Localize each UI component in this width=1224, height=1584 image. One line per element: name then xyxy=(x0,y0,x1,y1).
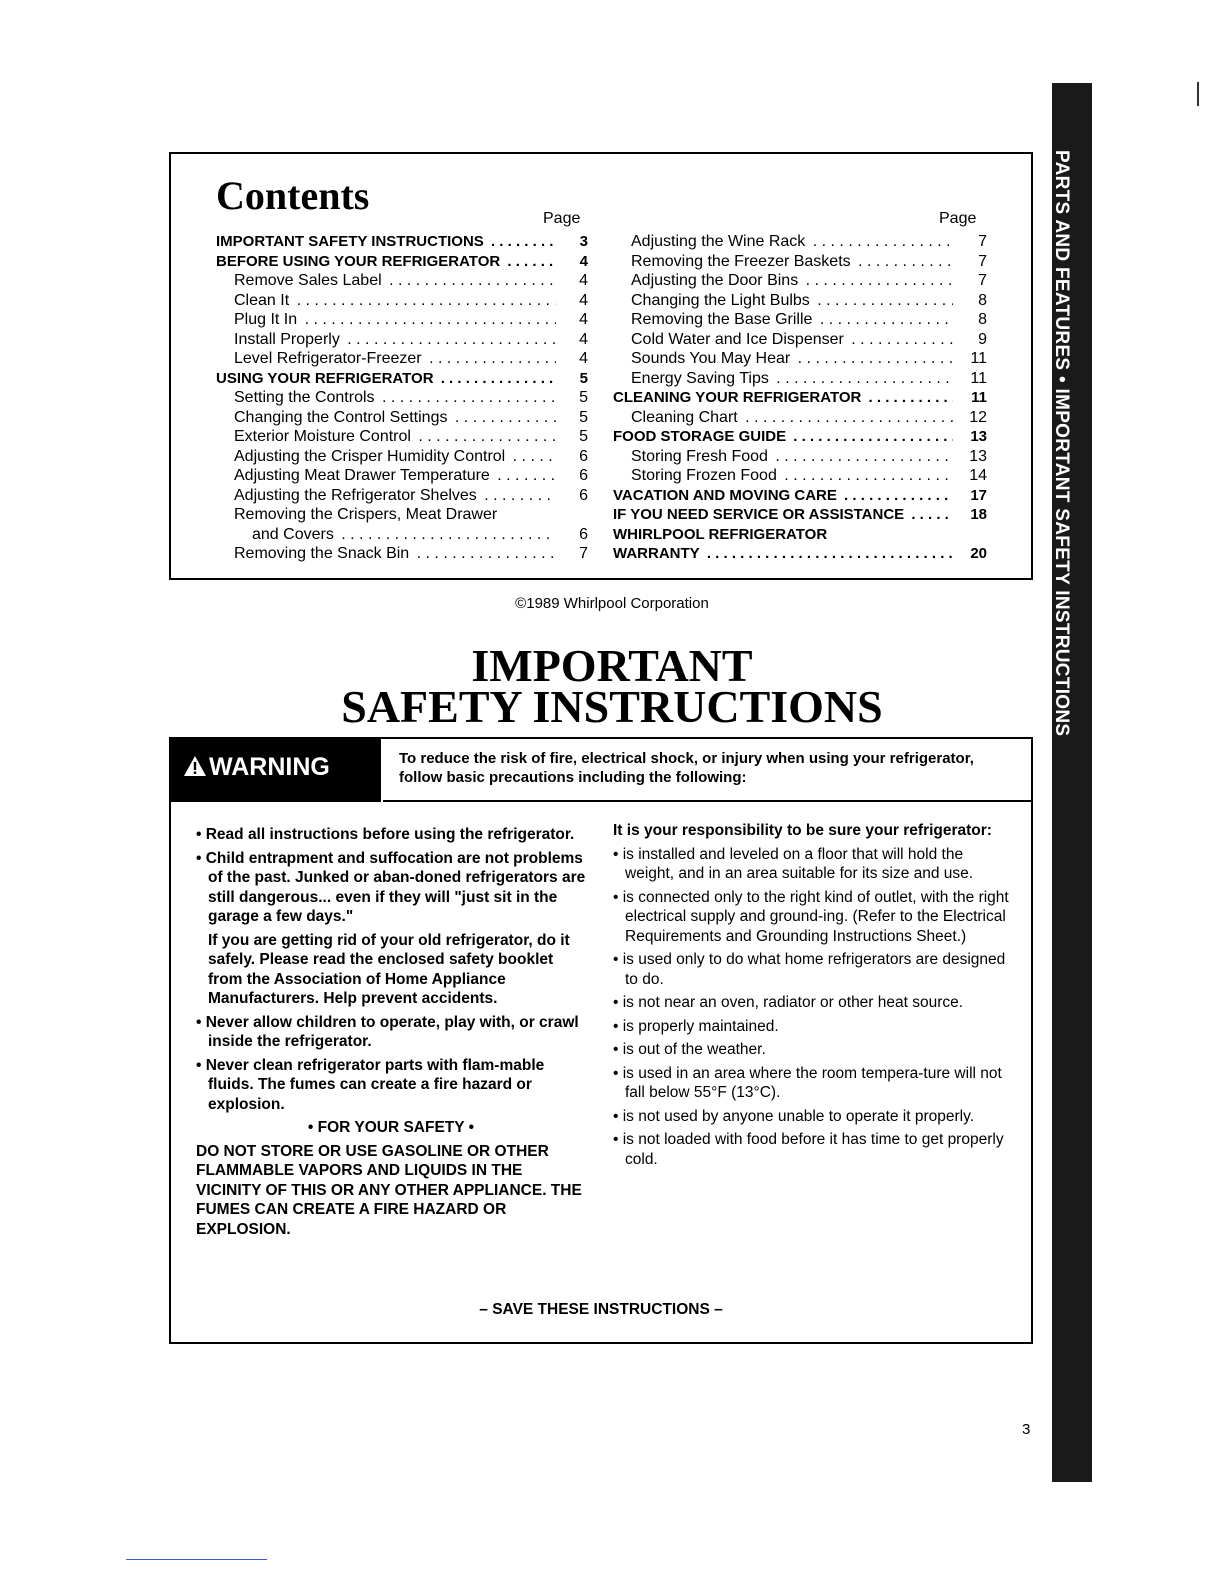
toc-entry-label: Plug It In xyxy=(234,311,300,328)
warning-right-column xyxy=(613,821,1013,1173)
toc-entry-page: 4 xyxy=(579,252,588,270)
toc-entry-label: Clean It xyxy=(234,292,292,309)
toc-entry-page: 7 xyxy=(978,233,987,250)
warning-disposal-paragraph: If you are getting rid of your old refrigerator, do it safely. Please read the enclosed safety booklet from the Association of Home Appliance Manufacturers. Help prevent accidents. xyxy=(208,931,570,1007)
toc-entry-page: 14 xyxy=(969,467,987,484)
page-column-header-right: Page xyxy=(939,210,977,227)
toc-entry-label: Storing Fresh Food xyxy=(631,448,771,465)
toc-entry-label: BEFORE USING YOUR REFRIGERATOR xyxy=(216,253,503,270)
toc-entry xyxy=(216,505,588,525)
toc-entry-page: 4 xyxy=(579,311,588,328)
toc-entry xyxy=(613,408,987,428)
toc-entry-page: 6 xyxy=(579,447,588,465)
toc-entry-label: Adjusting the Door Bins xyxy=(631,272,801,289)
toc-entry-page: 7 xyxy=(978,252,987,270)
for-your-safety-heading: • FOR YOUR SAFETY • xyxy=(307,1119,475,1136)
warning-intro-text: To reduce the risk of fire, electrical shock, or injury when using your refrigerator, follow basic precautions including the following: xyxy=(399,750,974,786)
toc-entry-page: 4 xyxy=(579,291,588,309)
page-column-header-left: Page xyxy=(543,210,581,227)
toc-entry-page: 5 xyxy=(579,408,588,426)
toc-entry-label: IMPORTANT SAFETY INSTRUCTIONS xyxy=(216,233,487,250)
toc-entry xyxy=(613,310,987,330)
responsibility-item: • is used in an area where the room tempera-ture will not fall below 55°F (13°C). xyxy=(613,1064,1002,1101)
responsibility-item: • is connected only to the right kind of outlet, with the right electrical supply and ground-ing. (Refer to the Electrical Requirements and Grounding Instructions Sheet.) xyxy=(613,888,1009,945)
toc-entry xyxy=(216,427,588,447)
responsibility-item: • is properly maintained. xyxy=(613,1017,779,1035)
toc-entry xyxy=(216,544,588,564)
page-heading-line-2: SAFETY INSTRUCTIONS xyxy=(341,681,883,732)
toc-entry-page: 11 xyxy=(970,369,987,387)
warning-item-children: • Never allow children to operate, play with, or crawl inside the refrigerator. xyxy=(196,1013,579,1050)
toc-entry-label: Adjusting the Crisper Humidity Control xyxy=(234,448,508,465)
toc-entry xyxy=(216,271,588,291)
toc-entry xyxy=(216,252,588,272)
warning-item-child-entrapment: • Child entrapment and suffocation are not problems of the past. Junked or aban-doned refrigerators are still dangerous... even if they will "just sit in the garage a few days." xyxy=(196,849,586,925)
toc-entry-page: 4 xyxy=(579,330,588,348)
toc-entry xyxy=(216,525,588,545)
warning-item-flammable: • Never clean refrigerator parts with flam-mable fluids. The fumes can create a fire hazard or explosion. xyxy=(196,1056,545,1113)
toc-entry xyxy=(216,291,588,311)
toc-entry xyxy=(216,349,588,369)
toc-entry-label: Exterior Moisture Control xyxy=(234,428,414,445)
toc-entry-label: Adjusting the Refrigerator Shelves xyxy=(234,487,480,504)
toc-entry-label: Remove Sales Label xyxy=(234,272,385,289)
contents-title: Contents xyxy=(216,173,370,218)
toc-entry-page: 7 xyxy=(579,545,588,562)
save-instructions: – SAVE THESE INSTRUCTIONS – xyxy=(479,1301,723,1318)
toc-entry-label: USING YOUR REFRIGERATOR xyxy=(216,370,437,387)
toc-entry xyxy=(613,505,987,525)
toc-entry xyxy=(216,388,588,408)
toc-entry xyxy=(613,486,987,506)
for-your-safety-text: DO NOT STORE OR USE GASOLINE OR OTHER FLAMMABLE VAPORS AND LIQUIDS IN THE VICINITY OF THIS OR ANY OTHER APPLIANCE. THE FUMES CAN CREATE A FIRE HAZARD OR EXPLOSION. xyxy=(196,1142,582,1238)
responsibility-item: • is not near an oven, radiator or other heat source. xyxy=(613,994,964,1011)
toc-entry-label: Adjusting the Wine Rack xyxy=(631,233,808,250)
warning-banner xyxy=(171,739,381,802)
toc-entry xyxy=(216,310,588,330)
toc-entry-label: Setting the Controls xyxy=(234,389,378,406)
toc-entry xyxy=(216,330,588,350)
section-tab-text: PARTS AND FEATURES • IMPORTANT SAFETY INSTRUCTIONS xyxy=(1051,150,1072,737)
toc-entry-page: 12 xyxy=(969,408,987,426)
toc-entry xyxy=(216,447,588,467)
toc-entry-page: 5 xyxy=(579,428,588,445)
toc-entry xyxy=(613,232,987,252)
toc-entry xyxy=(216,232,588,252)
copyright: ©1989 Whirlpool Corporation xyxy=(515,595,709,612)
toc-entry-label: Changing the Light Bulbs xyxy=(631,292,813,309)
toc-entry-page: 9 xyxy=(978,330,987,348)
toc-entry xyxy=(216,466,588,486)
toc-entry-page: 11 xyxy=(970,350,987,367)
toc-entry xyxy=(613,291,987,311)
toc-entry-page: 6 xyxy=(579,525,588,543)
toc-entry xyxy=(216,486,588,506)
toc-entry xyxy=(216,408,588,428)
page-number: 3 xyxy=(1022,1421,1031,1438)
toc-entry xyxy=(613,447,987,467)
toc-entry-page: 13 xyxy=(969,447,987,465)
toc-left-column xyxy=(216,232,588,564)
toc-entry-page: 4 xyxy=(579,350,588,367)
toc-entry-label: Energy Saving Tips xyxy=(631,370,772,387)
toc-entry xyxy=(613,271,987,291)
toc-entry-page: 5 xyxy=(579,389,588,406)
toc-entry-label: Storing Frozen Food xyxy=(631,467,780,484)
warning-triangle-icon xyxy=(183,755,207,777)
responsibility-item: • is out of the weather. xyxy=(613,1041,766,1058)
page-heading-line-1: IMPORTANT xyxy=(471,640,753,691)
toc-entry-label: VACATION AND MOVING CARE xyxy=(613,487,840,504)
bottom-rule xyxy=(126,1559,267,1560)
toc-entry-label: Install Properly xyxy=(234,331,343,348)
toc-entry-page: 3 xyxy=(579,233,588,250)
warning-box xyxy=(169,737,1033,1344)
toc-entry-page: 18 xyxy=(970,506,987,523)
toc-entry-page: 6 xyxy=(579,467,588,484)
toc-entry-label: and Covers xyxy=(252,526,337,543)
toc-entry-page: 5 xyxy=(579,369,588,387)
toc-entry xyxy=(216,369,588,389)
toc-entry-label: Level Refrigerator-Freezer xyxy=(234,350,425,367)
warning-item-read: • Read all instructions before using the refrigerator. xyxy=(196,826,575,843)
warning-intro-box xyxy=(383,739,1031,802)
toc-entry xyxy=(613,330,987,350)
toc-entry-page: 17 xyxy=(970,486,987,504)
toc-entry-label: Sounds You May Hear xyxy=(631,350,793,367)
toc-entry-page: 13 xyxy=(970,428,987,445)
toc-entry-page: 6 xyxy=(579,486,588,504)
responsibility-item: • is not used by anyone unable to operate it properly. xyxy=(613,1107,975,1125)
responsibility-heading: It is your responsibility to be sure your refrigerator: xyxy=(613,822,992,839)
toc-entry-page: 11 xyxy=(971,389,987,406)
toc-entry xyxy=(613,544,987,564)
toc-entry xyxy=(613,466,987,486)
toc-entry xyxy=(613,349,987,369)
toc-entry-page: 7 xyxy=(978,272,987,289)
toc-entry-label: Cleaning Chart xyxy=(631,409,741,426)
toc-entry-page: 8 xyxy=(978,311,987,328)
toc-entry-label: IF YOU NEED SERVICE OR ASSISTANCE xyxy=(613,506,907,523)
toc-entry-page: 8 xyxy=(978,291,987,309)
toc-entry-label: Removing the Base Grille xyxy=(631,311,815,328)
toc-entry-label: Adjusting Meat Drawer Temperature xyxy=(234,467,493,484)
toc-entry-label: FOOD STORAGE GUIDE xyxy=(613,428,789,445)
toc-entry-label: Removing the Freezer Baskets xyxy=(631,253,854,270)
toc-entry xyxy=(613,252,987,272)
edge-mark xyxy=(1197,82,1199,106)
toc-entry-page: 20 xyxy=(970,545,987,562)
toc-right-column xyxy=(613,232,987,564)
responsibility-item: • is not loaded with food before it has time to get properly cold. xyxy=(613,1131,1004,1168)
toc-entry xyxy=(613,388,987,408)
toc-entry-label: CLEANING YOUR REFRIGERATOR xyxy=(613,389,864,406)
responsibility-item: • is used only to do what home refrigerators are designed to do. xyxy=(613,951,1006,988)
toc-entry-label: Cold Water and Ice Dispenser xyxy=(631,331,847,348)
toc-entry-label: Removing the Crispers, Meat Drawer xyxy=(234,506,500,523)
toc-entry-label: Removing the Snack Bin xyxy=(234,545,412,562)
toc-entry-page: 4 xyxy=(579,272,588,289)
toc-entry xyxy=(613,525,987,545)
toc-entry-label: WHIRLPOOL REFRIGERATOR xyxy=(613,526,830,543)
toc-entry-label: WARRANTY xyxy=(613,545,703,562)
responsibility-item: • is installed and leveled on a floor that will hold the weight, and in an area suitable for its size and use. xyxy=(613,845,974,882)
contents-box xyxy=(169,152,1033,580)
toc-entry xyxy=(613,369,987,389)
toc-entry xyxy=(613,427,987,447)
warning-left-column xyxy=(196,825,586,1243)
toc-entry-label: Changing the Control Settings xyxy=(234,409,450,426)
warning-label: WARNING xyxy=(209,753,330,781)
